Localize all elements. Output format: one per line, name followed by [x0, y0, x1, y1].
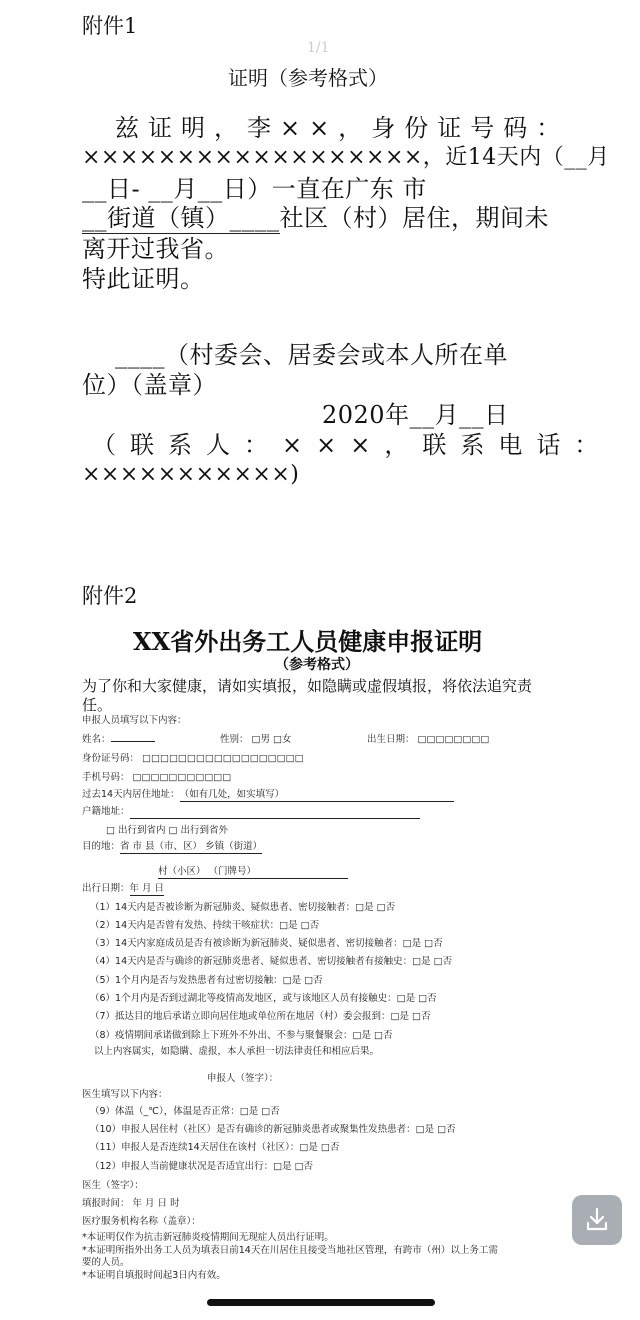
certificate-line-4: 社区（村）居住，期间未 — [279, 204, 549, 232]
name-field[interactable] — [111, 741, 155, 742]
address14-hint: （如有几处，如实填写） — [179, 789, 285, 800]
question-2[interactable]: （2）14天内是否曾有发热、持续干咳症状：□是 □否 — [90, 920, 320, 931]
doctor-section-header: 医生填写以下内容： — [82, 1089, 168, 1100]
fill-time[interactable]: 填报时间： 年 月 日 时 — [82, 1198, 180, 1209]
gender-field[interactable]: 性别： □男 □女 — [220, 734, 292, 745]
institution-name[interactable]: 医疗服务机构名称（盖章）： — [82, 1216, 201, 1227]
address14-field[interactable] — [180, 789, 454, 802]
question-12[interactable]: （12）申报人当前健康状况是否适宜出行：□是 □否 — [90, 1161, 314, 1172]
certificate-date: 2020年__月__日 — [322, 401, 509, 429]
question-8[interactable]: （8）疫情期间承诺做到除上下班外不外出、不参与聚餐聚会：□是 □否 — [90, 1030, 393, 1041]
destination-options[interactable]: □ 出行到省内 □ 出行到省外 — [106, 825, 229, 836]
travel-date-field[interactable]: 年 月 日 — [129, 883, 165, 894]
destination-field[interactable]: 省 市 县（市、区） 乡镇（街道） — [120, 841, 263, 852]
question-9[interactable]: （9）体温（_℃），体温是否正常：□是 □否 — [90, 1106, 280, 1117]
attachment2-subtitle: （参考格式） — [275, 657, 359, 673]
birth-date-field[interactable]: 出生日期： □□□□□□□□ — [367, 734, 490, 745]
phone-field[interactable]: 手机号码： □□□□□□□□□□□ — [82, 772, 232, 783]
id-number-field[interactable]: 身份证号码： □□□□□□□□□□□□□□□□□□ — [82, 753, 304, 764]
intro-line-2: 任。 — [82, 696, 113, 714]
question-5[interactable]: （5）1个月内是否与发热患者有过密切接触：□是 □否 — [90, 975, 323, 986]
share-button[interactable] — [572, 1195, 622, 1245]
intro-line-1: 为了你和大家健康，请如实填报，如隐瞒或虚假填报，将依法追究责 — [82, 677, 533, 695]
home-indicator[interactable] — [207, 1299, 435, 1306]
applicant-section-header: 申报人员填写以下内容： — [82, 715, 187, 726]
name-label: 姓名： — [82, 734, 111, 745]
certificate-line-2: ××××××××××××××××××，近14天内（__月 — [82, 145, 610, 170]
share-icon — [583, 1206, 611, 1234]
note-1: *本证明仅作为抗击新冠肺炎疫情期间无现症人员出行证明。 — [82, 1232, 334, 1243]
question-4[interactable]: （4）14天内是否与确诊的新冠肺炎患者、疑似患者、密切接触者有接触史：□是 □否 — [90, 956, 453, 967]
contact-line-1: （联系人：×××，联系电话： — [92, 431, 613, 459]
travel-date-label: 出行日期： — [82, 883, 130, 894]
note-3: *本证明自填报时间起3日内有效。 — [82, 1270, 226, 1281]
attachment1-title: 证明（参考格式） — [228, 66, 388, 90]
household-label: 户籍地址： — [82, 806, 130, 817]
note-2-cont: 要的人员。 — [82, 1257, 130, 1268]
doctor-signature[interactable]: 医生（签字）： — [82, 1180, 144, 1191]
attachment2-title: XX省外出务工人员健康申报证明 — [133, 627, 483, 656]
question-7[interactable]: （7）抵达目的地后承诺立即向居住地或单位所在地居（村）委会报到：□是 □否 — [90, 1011, 431, 1022]
declaration-text: 以上内容属实，如隐瞒、虚报，本人承担一切法律责任和相应后果。 — [94, 1046, 380, 1057]
question-1[interactable]: （1）14天内是否被诊断为新冠肺炎、疑似患者、密切接触者：□是 □否 — [90, 902, 396, 913]
destination-line-2[interactable]: 村（小区） （门牌号） — [158, 866, 348, 879]
seal-line-1: ____（村委会、居委会或本人所在单 — [115, 341, 508, 369]
applicant-signature[interactable]: 申报人（签字）： — [207, 1073, 279, 1084]
question-3[interactable]: （3）14天内家庭成员是否有被诊断为新冠肺炎、疑似患者、密切接触者：□是 □否 — [90, 938, 443, 949]
attachment2-label: 附件2 — [82, 584, 138, 608]
contact-line-2: ×××××××××××) — [82, 462, 300, 487]
destination-label: 目的地： — [82, 841, 121, 852]
certificate-line-1: 兹证明，李××，身份证号码： — [115, 114, 570, 142]
seal-line-2: 位）（盖章） — [82, 371, 217, 399]
question-10[interactable]: （10）申报人居住村（社区）是否有确诊的新冠肺炎患者或聚集性发热患者：□是 □否 — [90, 1124, 456, 1135]
certificate-line-3: __日- __月__日）一直在广东 市 — [82, 175, 427, 203]
address14-label: 过去14天内居住地址： — [82, 789, 180, 800]
household-field[interactable] — [130, 806, 420, 819]
certificate-line-6: 特此证明。 — [82, 265, 205, 293]
street-field: __街道（镇）____ — [82, 204, 280, 232]
question-11[interactable]: （11）申报人是否连续14天居住在该村（社区）：□是 □否 — [90, 1142, 340, 1153]
certificate-line-5: 离开过我省。 — [82, 235, 229, 263]
page-watermark: 1/1 — [307, 40, 330, 56]
attachment1-label: 附件1 — [82, 14, 138, 38]
question-6[interactable]: （6）1个月内是否到过湖北等疫情高发地区，或与该地区人员有接触史：□是 □否 — [90, 993, 437, 1004]
note-2: *本证明所指外出务工人员为填表日前14天在川居住且接受当地社区管理，有跨市（州）以上务工需 — [82, 1245, 498, 1256]
